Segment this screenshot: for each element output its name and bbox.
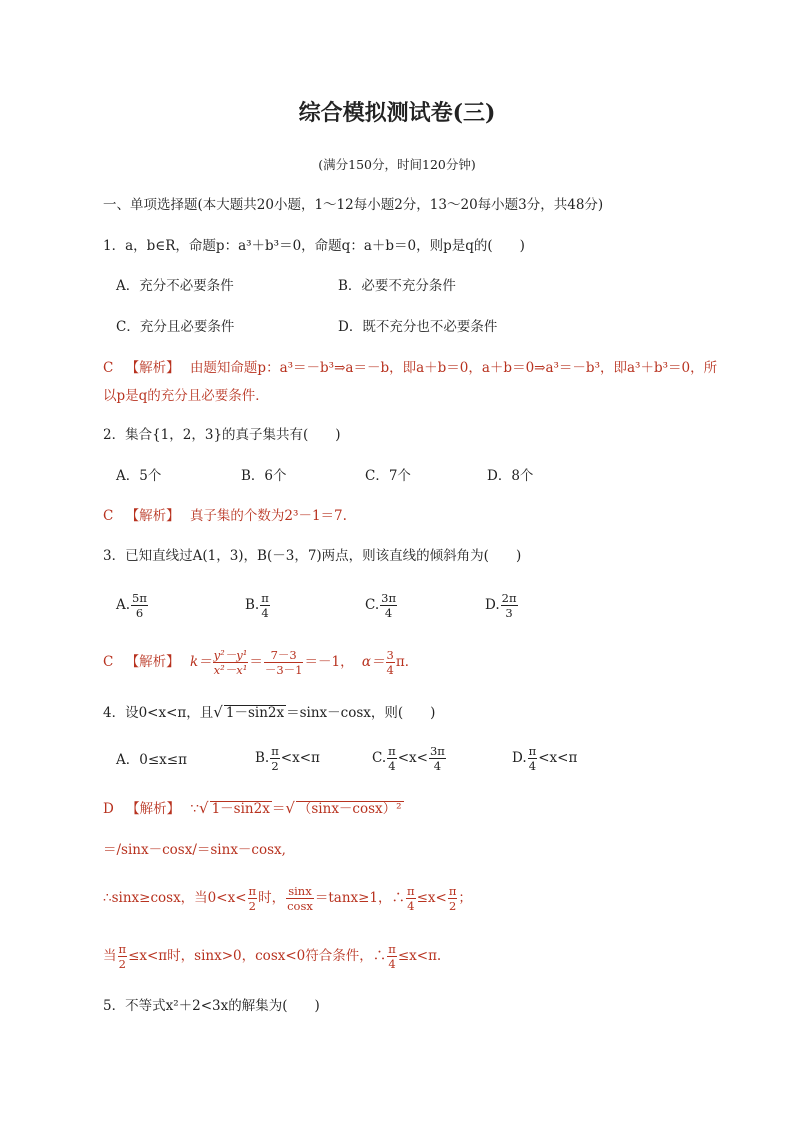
question-2-option-a: A．5个 — [116, 468, 162, 484]
question-2-stem: 2．集合{1，2，3}的真子集共有( ) — [103, 427, 341, 443]
answer-letter: C — [103, 360, 114, 376]
question-4-explanation-line-2: ＝/sinx－cosx/＝sinx－cosx, — [103, 842, 286, 858]
question-1-stem: 1．a，b∈R，命题p：a³＋b³＝0，命题q：a＋b＝0，则p是q的( ) — [103, 238, 525, 254]
section-heading: 一、单项选择题(本大题共20小题，1～12每小题2分，13～20每小题3分，共48分) — [103, 197, 604, 213]
question-4-option-a: A．0≤x≤π — [116, 752, 187, 768]
question-4-option-c: C. $\frac{\pi}{4}$ <x< $\frac{3\pi}{4}$ — [372, 744, 445, 773]
question-1-option-b: B．必要不充分条件 — [338, 278, 456, 294]
question-2-option-b: B．6个 — [241, 468, 287, 484]
explanation-text: 由题知命题p：a³＝－b³⇒a＝－b，即a＋b＝0，a＋b＝0⇒a³＝－b³，即a³＋b³＝0，所 — [189, 360, 718, 376]
answer-letter: C — [103, 654, 114, 670]
question-1-option-d: D．既不充分也不必要条件 — [338, 319, 498, 335]
answer-letter: C — [103, 508, 114, 524]
explanation-text: 真子集的个数为2³－1＝7. — [189, 508, 347, 524]
question-3-option-d: D. $\frac{2\pi}{3}$ — [485, 591, 517, 620]
page-subtitle: (满分150分，时间120分钟) — [318, 157, 476, 172]
question-3-explanation: C 【解析】 k＝ $\frac{\text{y²－y¹}}{\text{x²－x¹}}$ ＝ $\frac{7-3}{-3-1}$ ＝－1， α＝ $\frac{3}{4}$ π． — [103, 648, 419, 677]
question-4-explanation: D 【解析】 ∵√ 1－sin2x ＝√ （sinx－cosx）² — [103, 799, 402, 817]
explanation-tag: 【解析】 — [125, 508, 180, 524]
question-1-explanation — [103, 360, 717, 376]
explanation-tag: 【解析】 — [125, 654, 180, 670]
question-4-explanation-line-4: 当 $\frac{\pi}{2}$ ≤x<π时，sinx>0，cosx<0符合条件，∴ $\frac{\pi}{4}$ ≤x<π. — [103, 942, 442, 971]
question-5-stem: 5．不等式x²＋2<3x的解集为( ) — [103, 998, 320, 1014]
question-3-stem: 3．已知直线过A(1，3)，B(－3，7)两点，则该直线的倾斜角为( ) — [103, 548, 522, 564]
question-1-option-c: C．充分且必要条件 — [116, 319, 235, 335]
question-1-explanation-cont: 以p是q的充分且必要条件． — [103, 388, 269, 404]
answer-letter: D — [103, 801, 114, 817]
question-2-explanation — [103, 508, 347, 524]
question-4-stem: 4．设0<x<π，且√ 1－sin2x ＝sinx－cosx，则( ) — [103, 703, 436, 721]
question-3-option-a: A. $\frac{5\pi}{6}$ — [116, 591, 147, 620]
explanation-tag: 【解析】 — [126, 801, 181, 817]
question-1-option-a: A．充分不必要条件 — [116, 278, 234, 294]
question-4-option-b: B. $\frac{\pi}{2}$ <x<π — [255, 744, 320, 773]
explanation-tag: 【解析】 — [125, 360, 180, 376]
question-4-explanation-line-3: ∴sinx≥cosx，当0<x< $\frac{\pi}{2}$ 时， $\frac{\sin x}{\cos x}$ ＝tanx≥1，∴ $\frac{\pi}{4}$ ≤x< $\frac{\pi}{2}$ ； — [103, 884, 472, 913]
question-2-option-c: C．7个 — [365, 468, 411, 484]
question-3-option-c: C. $\frac{3\pi}{4}$ — [365, 591, 397, 620]
page-title: 综合模拟测试卷(三) — [298, 100, 496, 126]
question-2-option-d: D．8个 — [487, 468, 534, 484]
question-3-option-b: B. $\frac{\pi}{4}$ — [245, 591, 269, 620]
question-4-option-d: D. $\frac{\pi}{4}$ <x<π — [512, 744, 578, 773]
